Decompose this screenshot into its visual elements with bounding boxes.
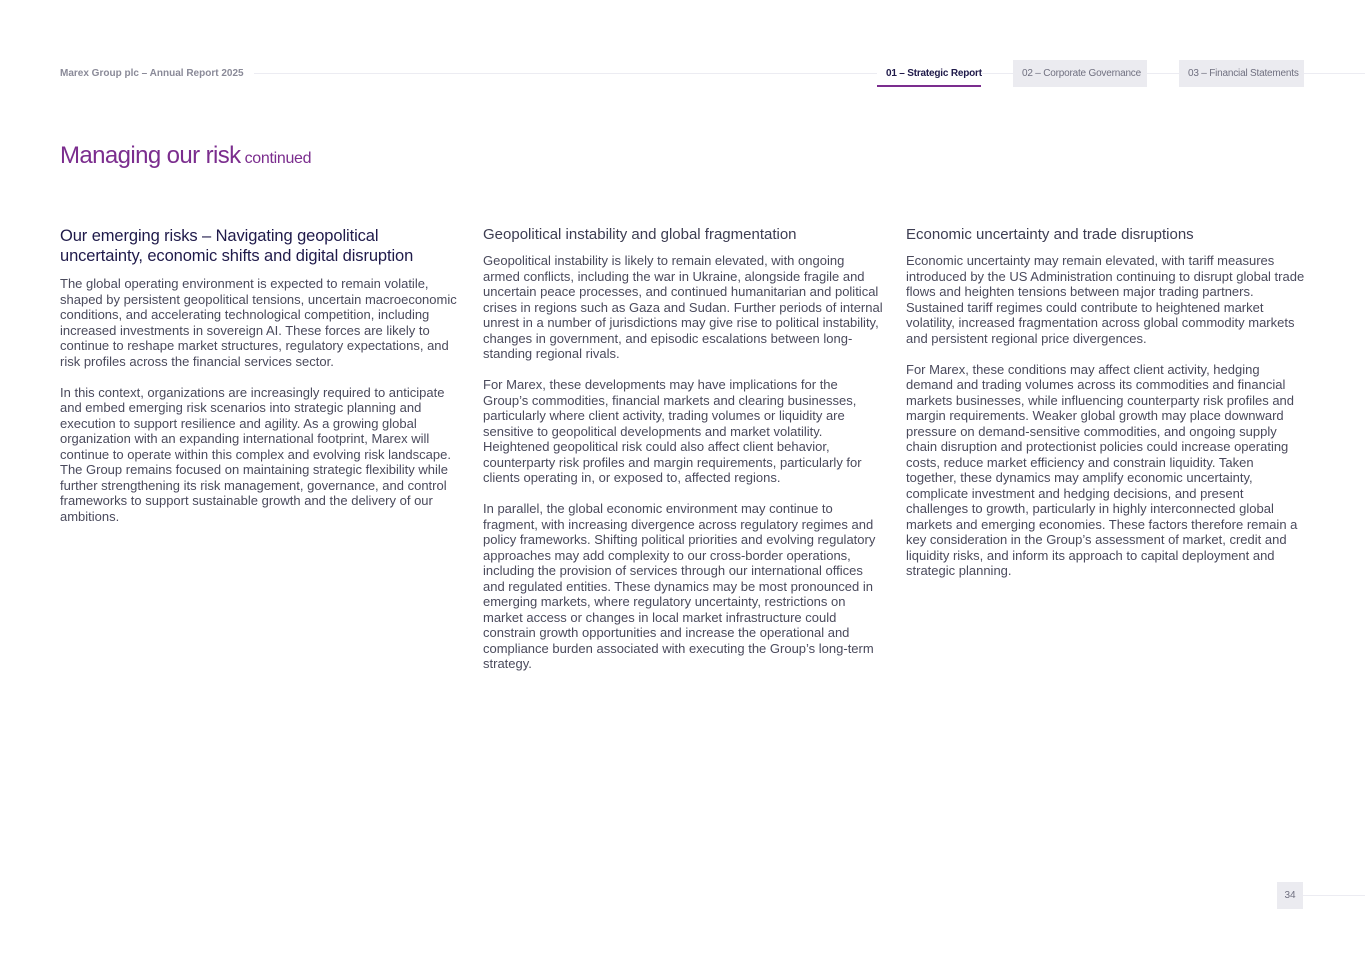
column-heading: Geopolitical instability and global fragmentation xyxy=(483,226,797,243)
column-emerging-risks xyxy=(60,226,460,540)
paragraph: For Marex, these developments may have implications for the Group’s commodities, financial markets and clearing businesses, particularly where client activity, trading volumes or liquidity are sensitive to geopolitical developments and market volatility. Heightened geopolitical risk could also affect client behavior, counterparty risk profiles and margin requirements, particularly for clients operating in, or exposed to, affected regions. xyxy=(483,377,862,485)
paragraph: Geopolitical instability is likely to remain elevated, with ongoing armed conflicts, including the war in Ukraine, alongside fragile and uncertain peace processes, and continued humanitarian and political crises in regions such as Gaza and Sudan. Further periods of internal unrest in a number of jurisdictions may give rise to political instability, changes in government, and episodic escalations between long-standing regional rivals. xyxy=(483,253,883,361)
paragraph: In this context, organizations are increasingly required to anticipate and embed emerging risk scenarios into strategic planning and execution to support resilience and agility. As a growing global organization with an expanding international footprint, Marex will continue to operate within this complex and evolving risk landscape. The Group remains focused on maintaining strategic flexibility while further strengthening its risk management, governance, and control frameworks to support sustainable growth and the delivery of our ambitions. xyxy=(60,384,451,524)
tab-strategic-report[interactable]: 01 – Strategic Report xyxy=(877,60,981,87)
footer-divider xyxy=(1303,895,1365,896)
column-economic-uncertainty xyxy=(906,226,1306,594)
page-title-suffix: continued xyxy=(244,150,312,167)
column-geopolitical-instability xyxy=(483,226,883,687)
paragraph: In parallel, the global economic environment may continue to fragment, with increasing divergence across regulatory regimes and policy frameworks. Shifting political priorities and evolving regulatory approaches may add complexity to our cross-border operations, including the provision of services through our international offices and regulated entities. These dynamics may be most pronounced in emerging markets, where regulatory uncertainty, restrictions on market access or changes in local market infrastructure could constrain growth opportunities and increase the operational and compliance burden associated with executing the Group’s long-term strategy. xyxy=(483,501,876,671)
paragraph: The global operating environment is expected to remain volatile, shaped by persistent geopolitical tensions, uncertain macroeconomic conditions, and accelerating technological competition, including increased investments in sovereign AI. These forces are likely to continue to reshape market structures, regulatory expectations, and risk profiles across the financial services sector. xyxy=(60,276,457,369)
column-heading: Our emerging risks – Navigating geopolitical uncertainty, economic shifts and digital disruption xyxy=(60,227,414,265)
tab-corporate-governance[interactable]: 02 – Corporate Governance xyxy=(1013,60,1147,87)
report-title: Marex Group plc – Annual Report 2025 xyxy=(60,68,254,79)
paragraph: Economic uncertainty may remain elevated, with tariff measures introduced by the US Administration continuing to disrupt global trade flows and heighten tensions between major trading partners. Sustained tariff regimes could contribute to heightened market volatility, increased fragmentation across global commodity markets and persistent regional price divergences. xyxy=(906,253,1305,346)
column-heading: Economic uncertainty and trade disruptions xyxy=(906,226,1194,243)
page-title-main: Managing our risk xyxy=(60,142,241,169)
page-title xyxy=(60,142,311,170)
paragraph: For Marex, these conditions may affect client activity, hedging demand and trading volumes across its commodities and financial markets businesses, while influencing counterparty risk profiles and margin requirements. Weaker global growth may place downward pressure on demand-sensitive commodities, and ongoing supply chain disruption and protectionist policies could increase operating costs, reduce market efficiency and constrain liquidity. Taken together, these dynamics may amplify economic uncertainty, complicate investment and hedging decisions, and present challenges to growth, particularly in highly interconnected global markets and emerging economies. These factors therefore remain a key consideration in the Group’s assessment of market, credit and liquidity risks, and inform its approach to capital deployment and strategic planning. xyxy=(906,361,1298,578)
page-number: 34 xyxy=(1277,882,1303,909)
tab-financial-statements[interactable]: 03 – Financial Statements xyxy=(1179,60,1304,87)
